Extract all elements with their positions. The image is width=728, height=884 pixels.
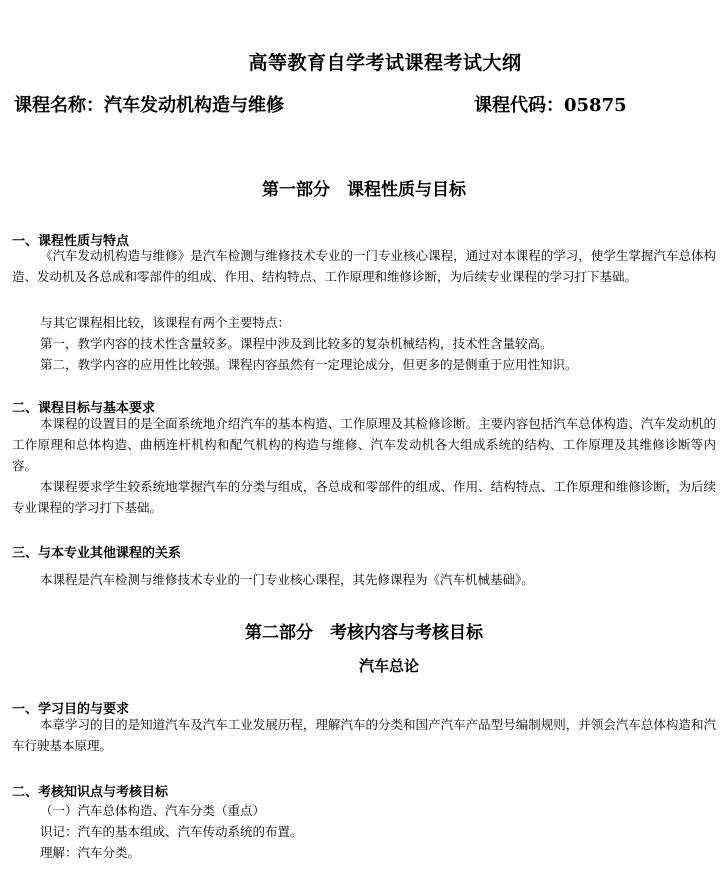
part1-section1-paragraph1: 《汽车发动机构造与维修》是汽车检测与维修技术专业的一门专业核心课程，通过对本课程的学习，使学生掌握汽车总体构造、发动机及各总成和零部件的组成、作用、结构特点、工作原理和维修诊断，为后续专业课程的学习打下基础。	[12, 248, 716, 284]
chapter-title: 汽车总论	[358, 657, 419, 675]
document-title: 高等教育自学考试课程考试大纲	[248, 52, 522, 74]
part2-section1-paragraph1: 本章学习的目的是知道汽车及汽车工业发展历程，理解汽车的分类和国产汽车产品型号编制规则，并领会汽车总体构造和汽车行驶基本原理。	[12, 717, 716, 753]
course-name: 课程名称：汽车发动机构造与维修	[14, 95, 284, 116]
part2-title: 第二部分 考核内容与考核目标	[245, 623, 483, 643]
part1-section1-paragraph2: 与其它课程相比较，该课程有两个主要特点：	[40, 315, 291, 330]
part2-section2-heading: 二、考核知识点与考核目标	[12, 785, 169, 800]
part1-title: 第一部分 课程性质与目标	[262, 180, 466, 200]
part2-section2-item2: 识记：汽车的基本组成、汽车传动系统的布置。	[40, 824, 303, 839]
part1-section2-heading: 二、课程目标与基本要求	[12, 401, 156, 416]
part2-section1-heading: 一、学习目的与要求	[12, 702, 130, 717]
part1-section1-paragraph4: 第二，教学内容的应用性比较强。课程内容虽然有一定理论成分，但更多的是侧重于应用性知识。	[40, 357, 578, 372]
part1-section2-paragraph2: 本课程要求学生较系统地掌握汽车的分类与组成，各总成和零部件的组成、作用、结构特点、工作原理和维修诊断，为后续专业课程的学习打下基础。	[12, 479, 716, 515]
part1-section1-paragraph3: 第一，教学内容的技术性含量较多。课程中涉及到比较多的复杂机械结构，技术性含量较高。	[40, 336, 553, 351]
part1-section3-heading: 三、与本专业其他课程的关系	[12, 546, 182, 561]
part1-section1-heading: 一、课程性质与特点	[12, 234, 130, 249]
part1-section2-paragraph1: 本课程的设置目的是全面系统地介绍汽车的基本构造、工作原理及其检修诊断。主要内容包括汽车总体构造、汽车发动机的工作原理和总体构造、曲柄连杆机构和配气机构的构造与维修、汽车发动机各大组成系统的结构、工作原理及其维修诊断等内容。	[12, 416, 716, 473]
part2-section2-item1: （一）汽车总体构造、汽车分类（重点）	[40, 803, 266, 818]
part1-section3-paragraph1: 本课程是汽车检测与维修技术专业的一门专业核心课程，其先修课程为《汽车机械基础》。	[40, 572, 534, 587]
course-code: 课程代码：05875	[474, 95, 627, 116]
part2-section2-item3: 理解：汽车分类。	[40, 845, 141, 860]
